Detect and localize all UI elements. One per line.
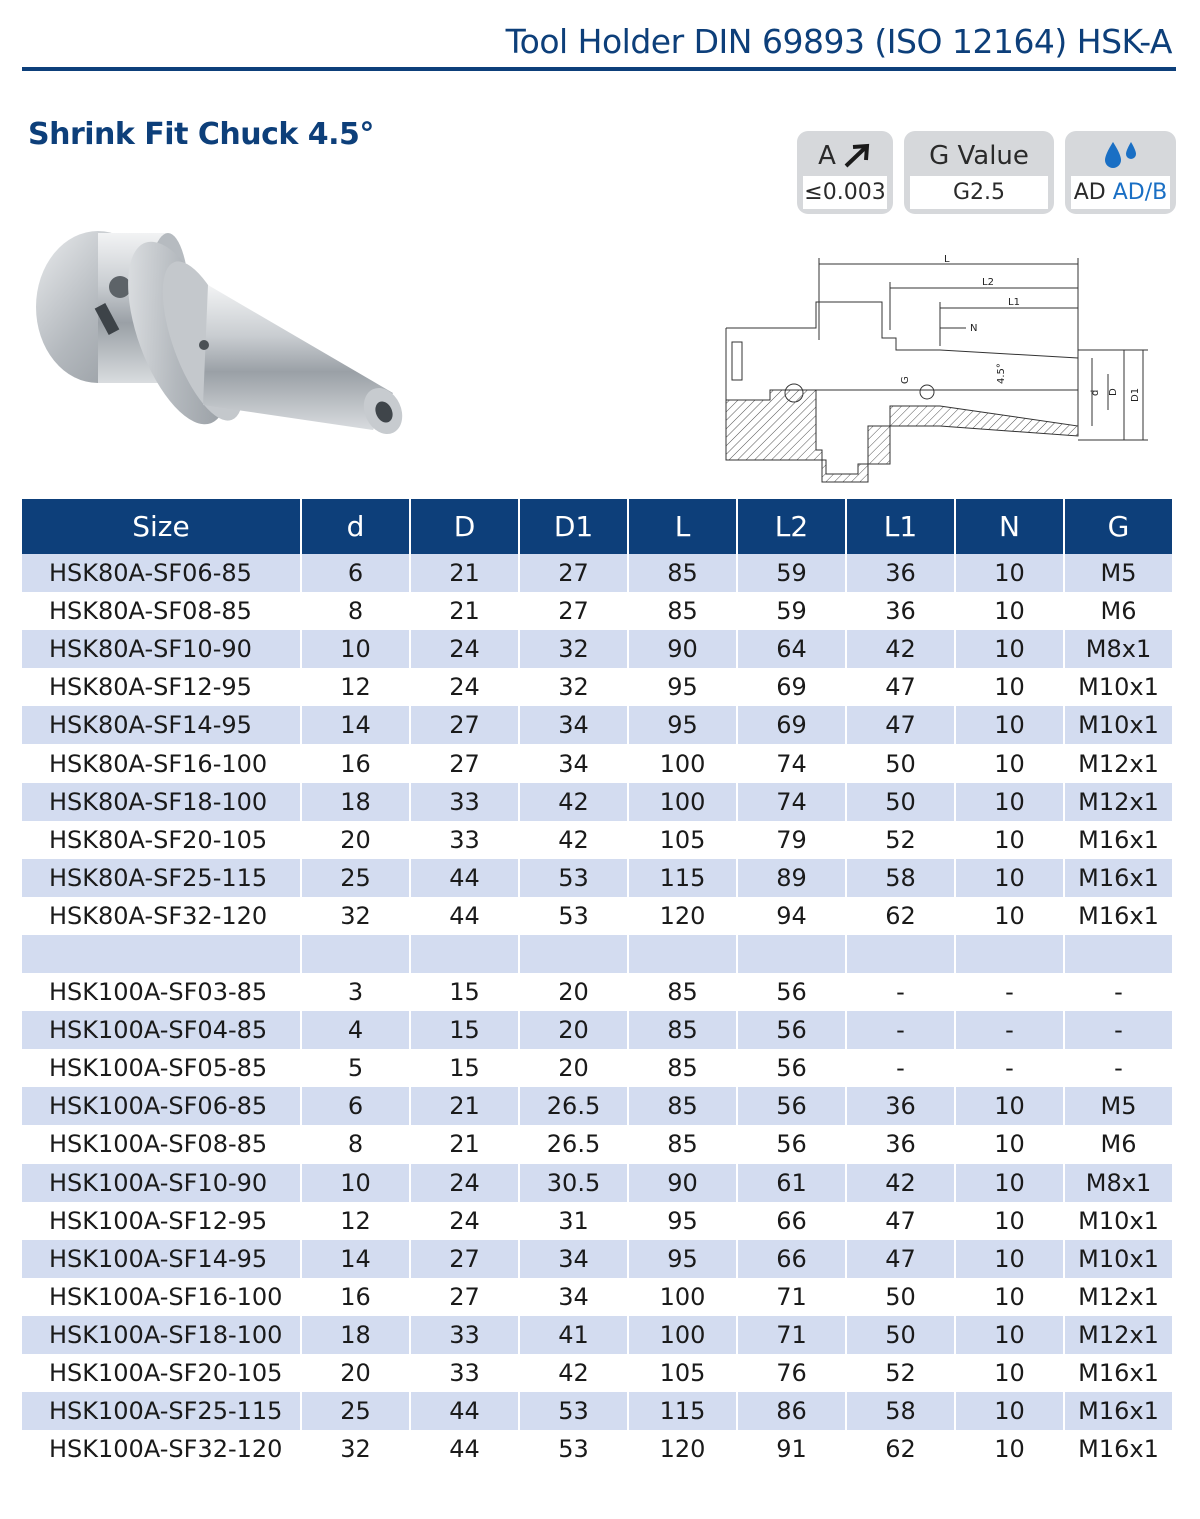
- table-cell: M16x1: [1064, 821, 1172, 859]
- column-header: L: [628, 499, 737, 554]
- table-cell: 42: [519, 783, 628, 821]
- table-cell: -: [955, 973, 1064, 1011]
- table-cell: 18: [301, 783, 410, 821]
- table-cell: 33: [410, 821, 519, 859]
- table-cell: [410, 935, 519, 973]
- table-cell: [519, 935, 628, 973]
- size-cell: [22, 935, 301, 973]
- table-cell: 10: [955, 1392, 1064, 1430]
- table-cell: 95: [628, 1240, 737, 1278]
- balance-label: G Value: [929, 141, 1029, 171]
- table-cell: 6: [301, 1087, 410, 1125]
- size-cell: HSK80A-SF14-95: [22, 706, 301, 744]
- page-title: Tool Holder DIN 69893 (ISO 12164) HSK-A: [505, 22, 1172, 61]
- table-cell: 10: [955, 821, 1064, 859]
- table-cell: 42: [846, 1164, 955, 1202]
- table-cell: 24: [410, 1164, 519, 1202]
- balance-value: G2.5: [910, 176, 1048, 209]
- table-cell: [628, 935, 737, 973]
- size-cell: HSK100A-SF18-100: [22, 1316, 301, 1354]
- table-cell: 85: [628, 592, 737, 630]
- table-cell: 26.5: [519, 1125, 628, 1163]
- table-cell: 69: [737, 706, 846, 744]
- column-header: d: [301, 499, 410, 554]
- table-row: [22, 1354, 1172, 1392]
- table-cell: 10: [955, 706, 1064, 744]
- table-cell: 26.5: [519, 1087, 628, 1125]
- table-cell: M6: [1064, 1125, 1172, 1163]
- spec-table: [22, 499, 1172, 1468]
- table-cell: 120: [628, 897, 737, 935]
- table-cell: 21: [410, 1087, 519, 1125]
- column-header: L1: [846, 499, 955, 554]
- table-cell: [846, 935, 955, 973]
- table-cell: -: [1064, 973, 1172, 1011]
- arrow-up-right-icon: [842, 143, 872, 169]
- size-cell: HSK80A-SF32-120: [22, 897, 301, 935]
- table-cell: 20: [301, 1354, 410, 1392]
- table-cell: 56: [737, 1011, 846, 1049]
- size-cell: HSK100A-SF08-85: [22, 1125, 301, 1163]
- table-cell: 41: [519, 1316, 628, 1354]
- table-cell: 31: [519, 1202, 628, 1240]
- table-cell: 85: [628, 1011, 737, 1049]
- table-cell: 32: [301, 1430, 410, 1468]
- table-cell: 58: [846, 1392, 955, 1430]
- table-row: [22, 1049, 1172, 1087]
- table-cell: 47: [846, 668, 955, 706]
- column-header: D1: [519, 499, 628, 554]
- table-cell: 90: [628, 1164, 737, 1202]
- table-cell: 105: [628, 1354, 737, 1392]
- dim-angle-label: 4.5°: [996, 363, 1007, 384]
- size-cell: HSK100A-SF04-85: [22, 1011, 301, 1049]
- table-cell: 10: [955, 630, 1064, 668]
- size-cell: HSK100A-SF03-85: [22, 973, 301, 1011]
- table-cell: 10: [955, 1354, 1064, 1392]
- table-cell: 62: [846, 897, 955, 935]
- size-cell: HSK80A-SF25-115: [22, 859, 301, 897]
- table-cell: M8x1: [1064, 630, 1172, 668]
- table-cell: 15: [410, 973, 519, 1011]
- table-cell: 16: [301, 744, 410, 782]
- size-cell: HSK100A-SF12-95: [22, 1202, 301, 1240]
- table-cell: 15: [410, 1011, 519, 1049]
- table-cell: M10x1: [1064, 668, 1172, 706]
- table-cell: 56: [737, 1125, 846, 1163]
- table-cell: 66: [737, 1202, 846, 1240]
- table-row: [22, 554, 1172, 592]
- table-cell: 62: [846, 1430, 955, 1468]
- table-cell: 10: [955, 1240, 1064, 1278]
- accuracy-badge: [797, 131, 893, 214]
- table-header-row: [22, 499, 1172, 554]
- table-cell: 30.5: [519, 1164, 628, 1202]
- table-cell: 10: [955, 783, 1064, 821]
- table-cell: 71: [737, 1316, 846, 1354]
- table-cell: 105: [628, 821, 737, 859]
- table-cell: 27: [410, 1278, 519, 1316]
- header-rule: [22, 67, 1176, 71]
- table-cell: 50: [846, 1316, 955, 1354]
- size-cell: HSK100A-SF20-105: [22, 1354, 301, 1392]
- coolant-badge: [1065, 131, 1176, 214]
- table-cell: 8: [301, 1125, 410, 1163]
- table-cell: 33: [410, 1316, 519, 1354]
- table-cell: 115: [628, 1392, 737, 1430]
- table-cell: 6: [301, 554, 410, 592]
- table-cell: M10x1: [1064, 1240, 1172, 1278]
- table-cell: 56: [737, 1087, 846, 1125]
- table-row: [22, 668, 1172, 706]
- table-cell: 61: [737, 1164, 846, 1202]
- size-cell: HSK100A-SF10-90: [22, 1164, 301, 1202]
- table-cell: 12: [301, 1202, 410, 1240]
- table-cell: 10: [955, 1125, 1064, 1163]
- table-cell: 52: [846, 1354, 955, 1392]
- size-cell: HSK80A-SF20-105: [22, 821, 301, 859]
- table-row: [22, 973, 1172, 1011]
- table-cell: 85: [628, 1125, 737, 1163]
- table-cell: 74: [737, 744, 846, 782]
- table-cell: M5: [1064, 1087, 1172, 1125]
- table-cell: 59: [737, 592, 846, 630]
- table-cell: 24: [410, 1202, 519, 1240]
- table-cell: 14: [301, 706, 410, 744]
- table-cell: 21: [410, 1125, 519, 1163]
- table-cell: M12x1: [1064, 783, 1172, 821]
- table-cell: 4: [301, 1011, 410, 1049]
- table-cell: 44: [410, 1430, 519, 1468]
- table-cell: -: [955, 1049, 1064, 1087]
- table-cell: 36: [846, 1125, 955, 1163]
- table-cell: M16x1: [1064, 1354, 1172, 1392]
- table-cell: 24: [410, 630, 519, 668]
- table-cell: 59: [737, 554, 846, 592]
- table-cell: 66: [737, 1240, 846, 1278]
- dim-L-label: L: [944, 254, 950, 265]
- accuracy-value: ≤0.003: [803, 176, 887, 209]
- table-row: [22, 1164, 1172, 1202]
- table-cell: 3: [301, 973, 410, 1011]
- table-cell: 10: [955, 897, 1064, 935]
- table-cell: 79: [737, 821, 846, 859]
- size-cell: HSK100A-SF16-100: [22, 1278, 301, 1316]
- table-cell: 32: [301, 897, 410, 935]
- table-cell: [301, 935, 410, 973]
- table-cell: M16x1: [1064, 1430, 1172, 1468]
- table-cell: -: [846, 1049, 955, 1087]
- table-cell: 12: [301, 668, 410, 706]
- table-cell: 34: [519, 1240, 628, 1278]
- table-cell: 50: [846, 1278, 955, 1316]
- table-cell: 21: [410, 592, 519, 630]
- table-cell: 95: [628, 1202, 737, 1240]
- table-row: [22, 859, 1172, 897]
- table-row: [22, 1087, 1172, 1125]
- size-cell: HSK100A-SF06-85: [22, 1087, 301, 1125]
- table-cell: 50: [846, 783, 955, 821]
- column-header: Size: [22, 499, 301, 554]
- table-cell: 85: [628, 1087, 737, 1125]
- column-header: G: [1064, 499, 1172, 554]
- size-cell: HSK80A-SF08-85: [22, 592, 301, 630]
- column-header: L2: [737, 499, 846, 554]
- table-cell: 91: [737, 1430, 846, 1468]
- table-cell: 20: [519, 973, 628, 1011]
- product-photo: [28, 215, 408, 465]
- table-cell: 95: [628, 668, 737, 706]
- table-cell: 95: [628, 706, 737, 744]
- table-cell: M12x1: [1064, 1278, 1172, 1316]
- table-cell: 47: [846, 1202, 955, 1240]
- table-cell: 85: [628, 1049, 737, 1087]
- table-cell: M6: [1064, 592, 1172, 630]
- size-cell: HSK80A-SF12-95: [22, 668, 301, 706]
- balance-badge: [904, 131, 1054, 214]
- table-cell: [737, 935, 846, 973]
- table-cell: 10: [955, 1430, 1064, 1468]
- table-cell: 34: [519, 706, 628, 744]
- table-row: [22, 1430, 1172, 1468]
- dim-L2-label: L2: [982, 277, 994, 288]
- table-cell: 115: [628, 859, 737, 897]
- table-cell: 53: [519, 859, 628, 897]
- table-cell: 100: [628, 1278, 737, 1316]
- table-row: [22, 630, 1172, 668]
- table-cell: 42: [846, 630, 955, 668]
- size-cell: HSK80A-SF06-85: [22, 554, 301, 592]
- table-cell: 10: [955, 1316, 1064, 1354]
- size-cell: HSK80A-SF16-100: [22, 744, 301, 782]
- table-cell: -: [846, 973, 955, 1011]
- table-cell: 90: [628, 630, 737, 668]
- size-cell: HSK100A-SF25-115: [22, 1392, 301, 1430]
- table-cell: M10x1: [1064, 1202, 1172, 1240]
- table-cell: M8x1: [1064, 1164, 1172, 1202]
- table-row: [22, 897, 1172, 935]
- table-cell: 27: [410, 744, 519, 782]
- table-cell: 56: [737, 1049, 846, 1087]
- table-cell: M16x1: [1064, 1392, 1172, 1430]
- table-cell: -: [846, 1011, 955, 1049]
- table-cell: 36: [846, 592, 955, 630]
- table-cell: 120: [628, 1430, 737, 1468]
- table-row: [22, 744, 1172, 782]
- table-cell: 27: [519, 592, 628, 630]
- table-cell: 10: [955, 554, 1064, 592]
- accuracy-label: A: [818, 141, 836, 171]
- table-cell: 47: [846, 1240, 955, 1278]
- table-cell: 18: [301, 1316, 410, 1354]
- table-cell: M10x1: [1064, 706, 1172, 744]
- table-row: [22, 1316, 1172, 1354]
- dim-D-label: D: [1108, 388, 1119, 396]
- table-cell: 10: [955, 592, 1064, 630]
- size-cell: HSK100A-SF14-95: [22, 1240, 301, 1278]
- table-cell: 100: [628, 744, 737, 782]
- table-cell: 20: [519, 1049, 628, 1087]
- table-cell: 16: [301, 1278, 410, 1316]
- column-header: D: [410, 499, 519, 554]
- table-cell: 44: [410, 859, 519, 897]
- table-row: [22, 935, 1172, 973]
- table-cell: 8: [301, 592, 410, 630]
- column-header: N: [955, 499, 1064, 554]
- table-cell: 69: [737, 668, 846, 706]
- table-cell: 24: [410, 668, 519, 706]
- table-cell: 10: [955, 1087, 1064, 1125]
- dim-D1-label: D1: [1130, 387, 1141, 402]
- table-cell: 27: [410, 1240, 519, 1278]
- table-cell: M12x1: [1064, 744, 1172, 782]
- table-cell: M16x1: [1064, 897, 1172, 935]
- table-cell: 20: [519, 1011, 628, 1049]
- dim-N-label: N: [970, 323, 978, 334]
- table-cell: M12x1: [1064, 1316, 1172, 1354]
- table-row: [22, 783, 1172, 821]
- table-cell: 53: [519, 1430, 628, 1468]
- table-cell: 52: [846, 821, 955, 859]
- table-cell: 94: [737, 897, 846, 935]
- table-cell: 44: [410, 1392, 519, 1430]
- table-cell: 74: [737, 783, 846, 821]
- table-cell: -: [955, 1011, 1064, 1049]
- table-cell: 27: [410, 706, 519, 744]
- size-cell: HSK80A-SF10-90: [22, 630, 301, 668]
- table-row: [22, 1125, 1172, 1163]
- table-row: [22, 1011, 1172, 1049]
- table-cell: M5: [1064, 554, 1172, 592]
- table-cell: 14: [301, 1240, 410, 1278]
- table-cell: 53: [519, 1392, 628, 1430]
- table-cell: 53: [519, 897, 628, 935]
- table-row: [22, 1240, 1172, 1278]
- table-cell: [1064, 935, 1172, 973]
- coolant-value-adb: AD/B: [1112, 180, 1168, 205]
- coolant-value-ad: AD: [1073, 180, 1106, 205]
- table-cell: 10: [955, 859, 1064, 897]
- technical-drawing: [718, 250, 1158, 490]
- size-cell: HSK100A-SF32-120: [22, 1430, 301, 1468]
- table-cell: 47: [846, 706, 955, 744]
- table-cell: 10: [955, 668, 1064, 706]
- table-cell: 10: [955, 1278, 1064, 1316]
- table-row: [22, 1278, 1172, 1316]
- table-cell: 25: [301, 859, 410, 897]
- table-cell: 44: [410, 897, 519, 935]
- table-cell: 42: [519, 1354, 628, 1392]
- table-cell: 5: [301, 1049, 410, 1087]
- table-cell: 32: [519, 630, 628, 668]
- table-cell: -: [1064, 1049, 1172, 1087]
- table-cell: 34: [519, 1278, 628, 1316]
- table-cell: [955, 935, 1064, 973]
- table-cell: 20: [301, 821, 410, 859]
- table-cell: 50: [846, 744, 955, 782]
- dim-L1-label: L1: [1008, 297, 1020, 308]
- table-cell: 76: [737, 1354, 846, 1392]
- table-cell: -: [1064, 1011, 1172, 1049]
- size-cell: HSK80A-SF18-100: [22, 783, 301, 821]
- table-cell: 36: [846, 554, 955, 592]
- table-cell: 100: [628, 1316, 737, 1354]
- table-cell: M16x1: [1064, 859, 1172, 897]
- table-cell: 86: [737, 1392, 846, 1430]
- table-cell: 21: [410, 554, 519, 592]
- table-cell: 27: [519, 554, 628, 592]
- table-cell: 10: [955, 1164, 1064, 1202]
- table-cell: 56: [737, 973, 846, 1011]
- section-title: Shrink Fit Chuck 4.5°: [28, 117, 374, 152]
- table-cell: 10: [301, 630, 410, 668]
- dim-d-label: d: [1090, 389, 1101, 396]
- table-row: [22, 1392, 1172, 1430]
- table-cell: 33: [410, 1354, 519, 1392]
- dim-G-label: G: [900, 376, 911, 384]
- table-cell: 64: [737, 630, 846, 668]
- table-cell: 89: [737, 859, 846, 897]
- table-cell: 10: [301, 1164, 410, 1202]
- table-cell: 58: [846, 859, 955, 897]
- table-cell: 85: [628, 973, 737, 1011]
- table-row: [22, 706, 1172, 744]
- table-cell: 36: [846, 1087, 955, 1125]
- table-cell: 15: [410, 1049, 519, 1087]
- size-cell: HSK100A-SF05-85: [22, 1049, 301, 1087]
- table-cell: 33: [410, 783, 519, 821]
- table-cell: 42: [519, 821, 628, 859]
- table-cell: 25: [301, 1392, 410, 1430]
- table-row: [22, 592, 1172, 630]
- table-cell: 34: [519, 744, 628, 782]
- coolant-drops-icon: [1101, 140, 1141, 172]
- table-cell: 71: [737, 1278, 846, 1316]
- table-cell: 32: [519, 668, 628, 706]
- table-row: [22, 1202, 1172, 1240]
- table-cell: 10: [955, 1202, 1064, 1240]
- table-cell: 10: [955, 744, 1064, 782]
- table-cell: 100: [628, 783, 737, 821]
- table-cell: 85: [628, 554, 737, 592]
- table-row: [22, 821, 1172, 859]
